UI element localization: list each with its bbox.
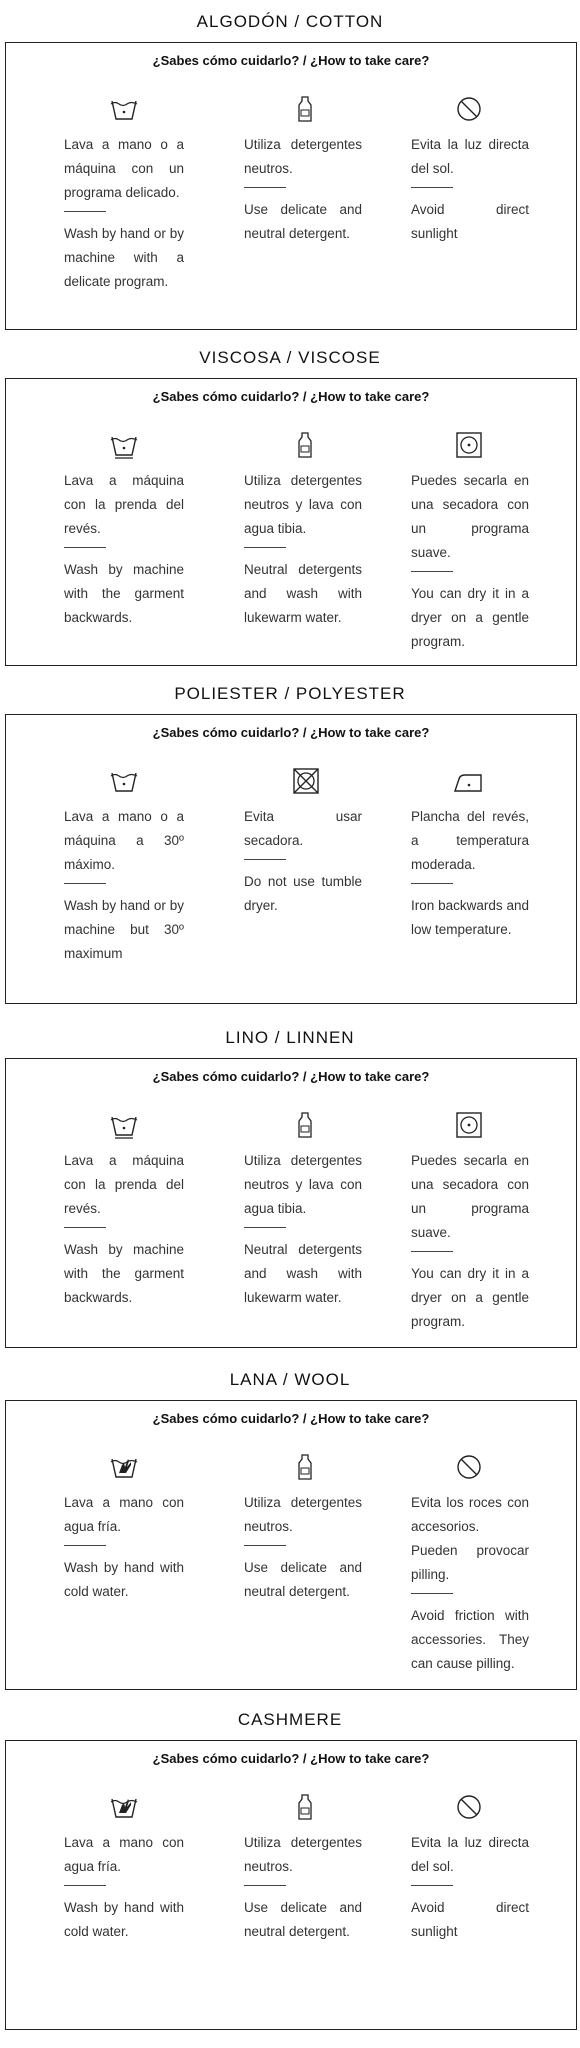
care-item [244,95,362,246]
care-card [5,714,577,1004]
care-text-es: Puedes secarla en una secadora con un programa suave. [411,1153,529,1240]
care-header: ¿Sabes cómo cuidarlo? / ¿How to take care? [152,1411,430,1426]
tumble-dry-icon [451,431,487,459]
section-title: CASHMERE [237,1710,343,1729]
care-text-en: You can dry it in a dryer on a gentle program. [411,1266,529,1329]
care-text-en: Avoid direct sunlight [411,1900,529,1939]
no-sun-icon [451,95,487,123]
care-item [411,431,529,654]
care-text-es: Lava a mano o a máquina con un programa delicado. [64,137,184,200]
care-text-en: Wash by hand with cold water. [64,1560,184,1599]
care-item [411,1793,529,1944]
care-header: ¿Sabes cómo cuidarlo? / ¿How to take care? [152,1069,430,1084]
care-text-en: You can dry it in a dryer on a gentle program. [411,586,529,649]
care-card [5,42,577,330]
care-text-en: Use delicate and neutral detergent. [244,202,362,241]
divider [244,1227,286,1228]
care-text-es: Lava a mano o a máquina a 30º máximo. [64,809,184,872]
iron-icon [451,767,487,795]
care-item [244,1793,362,1944]
section-title: VISCOSA / VISCOSE [199,348,381,367]
care-text-es: Puedes secarla en una secadora con un programa suave. [411,473,529,560]
divider [411,1251,453,1252]
machine-wash-icon [106,1111,142,1139]
care-header: ¿Sabes cómo cuidarlo? / ¿How to take care? [152,725,430,740]
care-item [64,767,184,966]
divider [244,1885,286,1886]
detergent-bottle-icon [288,431,324,459]
care-text-en: Use delicate and neutral detergent. [244,1560,362,1599]
tumble-dry-icon [451,1111,487,1139]
hand-wash-icon [106,767,142,795]
care-item [411,1111,529,1334]
machine-wash-icon [106,431,142,459]
divider [244,859,286,860]
care-text-es: Evita usar secadora. [244,809,362,848]
care-header: ¿Sabes cómo cuidarlo? / ¿How to take care? [152,389,430,404]
care-text-en: Wash by hand with cold water. [64,1900,184,1939]
care-card [5,1058,577,1348]
care-text-es: Lava a mano con agua fría. [64,1835,184,1874]
care-text-en: Wash by machine with the garment backwards. [64,562,184,625]
section-title: POLIESTER / POLYESTER [174,684,406,703]
detergent-bottle-icon [288,1453,324,1481]
section-title: LANA / WOOL [229,1370,351,1389]
care-text-es: Utiliza detergentes neutros. [244,1835,362,1874]
section-title: ALGODÓN / COTTON [196,12,384,31]
care-text-es: Plancha del revés, a temperatura moderada. [411,809,529,872]
care-item [244,767,362,918]
detergent-bottle-icon [288,1793,324,1821]
divider [64,1885,106,1886]
divider [244,187,286,188]
hand-wash-icon [106,95,142,123]
care-text-es: Evita la luz directa del sol. [411,137,529,176]
divider [64,211,106,212]
care-text-es: Utiliza detergentes neutros. [244,1495,362,1534]
care-item [244,1453,362,1604]
hand-wash-hand-icon [106,1453,142,1481]
divider [411,1885,453,1886]
care-item [244,1111,362,1310]
care-item [64,1453,184,1604]
divider [411,187,453,188]
divider [64,1227,106,1228]
divider [244,1545,286,1546]
care-text-en: Wash by hand or by machine with a delicate program. [64,226,184,289]
care-item [64,431,184,630]
care-text-es: Lava a máquina con la prenda del revés. [64,1153,184,1216]
divider [411,571,453,572]
care-text-es: Utiliza detergentes neutros y lava con agua tibia. [244,1153,362,1216]
care-item [64,1111,184,1310]
care-item [64,95,184,294]
care-item [411,95,529,246]
care-text-es: Utiliza detergentes neutros. [244,137,362,176]
care-card [5,378,577,666]
no-tumble-dry-icon [288,767,324,795]
divider [64,547,106,548]
care-text-en: Neutral detergents and wash with lukewarm water. [244,1242,362,1305]
care-text-en: Neutral detergents and wash with lukewarm water. [244,562,362,625]
care-item [244,431,362,630]
care-text-es: Lava a máquina con la prenda del revés. [64,473,184,536]
divider [64,1545,106,1546]
care-text-en: Do not use tumble dryer. [244,874,362,913]
care-text-en: Avoid direct sunlight [411,202,529,241]
hand-wash-hand-icon [106,1793,142,1821]
no-sun-icon [451,1793,487,1821]
divider [244,547,286,548]
care-text-en: Avoid friction with accessories. They can cause pilling. [411,1608,529,1671]
care-header: ¿Sabes cómo cuidarlo? / ¿How to take care? [152,53,430,68]
care-text-es: Evita los roces con accesorios. Pueden provocar pilling. [411,1495,529,1582]
care-item [411,1453,529,1676]
detergent-bottle-icon [288,95,324,123]
care-card [5,1740,577,2030]
care-text-es: Utiliza detergentes neutros y lava con agua tibia. [244,473,362,536]
care-card [5,1400,577,1690]
care-text-es: Lava a mano con agua fría. [64,1495,184,1534]
care-item [64,1793,184,1944]
detergent-bottle-icon [288,1111,324,1139]
no-friction-icon [451,1453,487,1481]
section-title: LINO / LINNEN [225,1028,355,1047]
care-text-en: Wash by hand or by machine but 30º maximum [64,898,184,961]
care-item [411,767,529,942]
care-text-es: Evita la luz directa del sol. [411,1835,529,1874]
divider [411,883,453,884]
divider [64,883,106,884]
care-text-en: Use delicate and neutral detergent. [244,1900,362,1939]
divider [411,1593,453,1594]
care-text-en: Iron backwards and low temperature. [411,898,529,937]
care-text-en: Wash by machine with the garment backwards. [64,1242,184,1305]
care-header: ¿Sabes cómo cuidarlo? / ¿How to take care? [152,1751,430,1766]
